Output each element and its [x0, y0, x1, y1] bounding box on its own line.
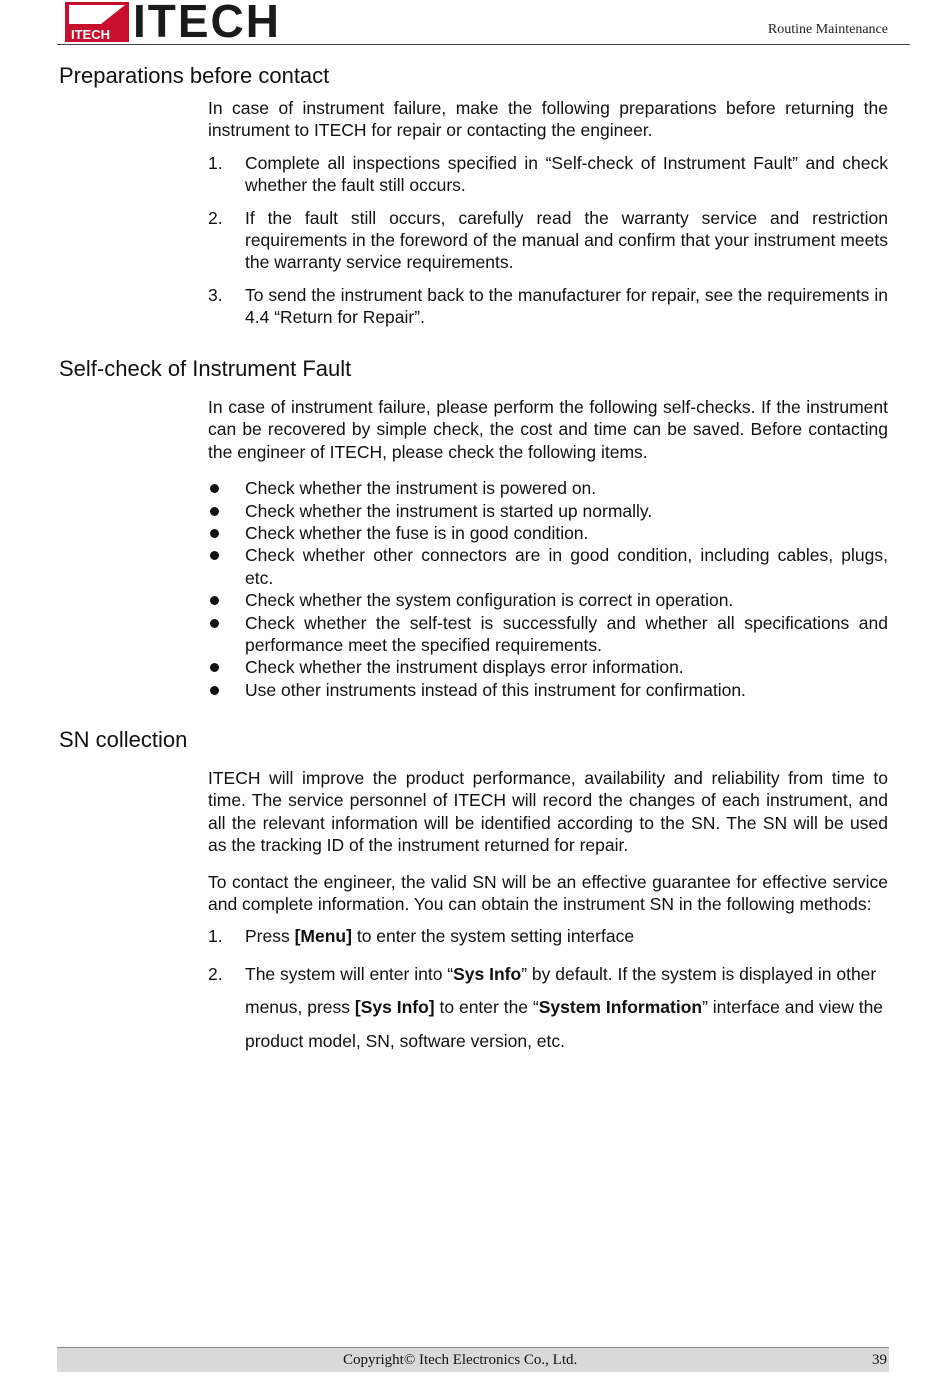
sn-collection-content — [208, 767, 888, 1058]
list-text: Use other instruments instead of this instrument for confirmation. — [245, 679, 746, 700]
list-text: Check whether the instrument is powered on. — [245, 478, 597, 499]
bullet-icon — [210, 529, 219, 538]
list-text: Complete all inspections specified in “Self-check of Instrument Fault” and check whether the fault still occurs. — [245, 152, 888, 196]
list-text: Check whether the system configuration is correct in operation. — [245, 590, 734, 611]
list-text: Check whether the instrument is started up normally. — [245, 500, 653, 521]
list-text: If the fault still occurs, carefully read the warranty service and restriction requirements in the foreword of the manual and confirm that your instrument meets the warranty service requirements. — [245, 207, 888, 273]
system-information-term: System Information — [538, 997, 703, 1018]
bullet-icon — [210, 507, 219, 516]
list-number: 1. — [208, 926, 223, 947]
logo-emblem-icon — [65, 2, 129, 42]
list-item — [208, 925, 888, 947]
list-item — [208, 958, 888, 1059]
sys-info-term: Sys Info — [453, 963, 522, 984]
list-number: 2. — [208, 963, 223, 984]
list-item — [208, 612, 888, 657]
self-check-content — [208, 396, 888, 701]
self-check-intro: In case of instrument failure, please perform the following self-checks. If the instrument can be recovered by simple check, the cost and time can be saved. Before contacting the engineer of ITECH, please check the following items. — [208, 397, 888, 462]
svg-text:ITECH: ITECH — [71, 27, 110, 42]
list-number: 1. — [208, 152, 223, 173]
page-footer — [57, 1347, 889, 1372]
itech-logo — [65, 0, 297, 47]
list-text: Press [Menu] to enter the system setting interface — [245, 926, 635, 947]
list-text: To send the instrument back to the manufacturer for repair, see the requirements in 4.4 “Return for Repair”. — [245, 284, 888, 328]
bullet-icon — [210, 619, 219, 628]
list-number: 2. — [208, 207, 223, 228]
key-menu: [Menu] — [294, 926, 352, 947]
list-item — [208, 544, 888, 589]
header-section-title: Routine Maintenance — [767, 22, 888, 37]
list-item — [208, 589, 888, 611]
bullet-icon — [210, 663, 219, 672]
list-item — [208, 207, 888, 274]
section-heading-self-check: Self-check of Instrument Fault — [59, 356, 352, 381]
list-number: 3. — [208, 284, 223, 305]
bullet-icon — [210, 551, 219, 560]
bullet-icon — [210, 484, 219, 493]
bullet-icon — [210, 596, 219, 605]
page-number: 39 — [872, 1352, 887, 1368]
list-text: Check whether other connectors are in good condition, including cables, plugs, etc. — [245, 545, 888, 588]
list-text: Check whether the instrument displays error information. — [245, 657, 684, 678]
section-heading-sn-collection: SN collection — [59, 727, 188, 752]
self-check-list — [208, 477, 888, 701]
list-text: The system will enter into “Sys Info” by default. If the system is displayed in other menus, press [Sys Info] to enter the “System Information” interface and view the product model, SN, software version, etc. — [245, 963, 884, 1051]
bullet-icon — [210, 686, 219, 695]
list-item — [208, 477, 888, 499]
list-text: Check whether the fuse is in good condition. — [245, 523, 589, 544]
sn-para-1: ITECH will improve the product performance, availability and reliability from time to time. The service personnel of ITECH will record the changes of each instrument, and all the relevant information will be identified according to the SN. The SN will be used as the tracking ID of the instrument returned for repair. — [208, 768, 888, 856]
list-item — [208, 500, 888, 522]
list-item — [208, 522, 888, 544]
sn-para-2: To contact the engineer, the valid SN will be an effective guarantee for effective service and complete information. You can obtain the instrument SN in the following methods: — [208, 871, 888, 915]
page-header — [57, 0, 910, 45]
list-item — [208, 152, 888, 197]
section-heading-preparations: Preparations before contact — [59, 63, 330, 88]
key-sys-info: [Sys Info] — [354, 997, 435, 1018]
footer-copyright: Copyright© Itech Electronics Co., Ltd. — [343, 1352, 578, 1368]
list-item — [208, 284, 888, 329]
preparations-content — [208, 97, 888, 329]
list-text: Check whether the self-test is successfully and whether all specifications and performance meet the specified requirements. — [245, 612, 888, 656]
logo-wordmark: ITECH — [133, 0, 281, 47]
preparations-intro: In case of instrument failure, make the following preparations before returning the instrument to ITECH for repair or contacting the engineer. — [208, 98, 888, 141]
list-item — [208, 656, 888, 678]
list-item — [208, 679, 888, 701]
